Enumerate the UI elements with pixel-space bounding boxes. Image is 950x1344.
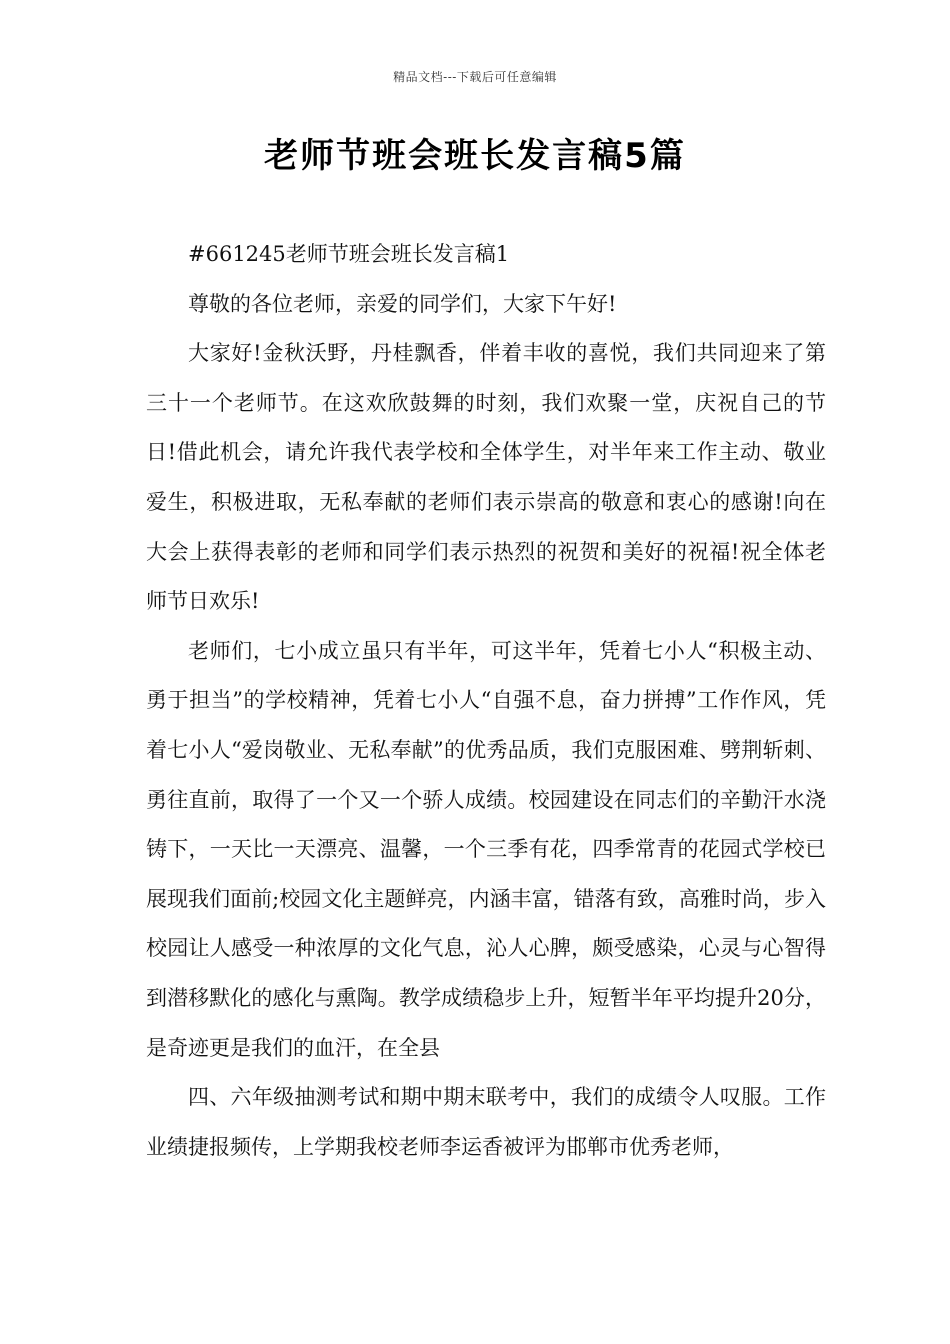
paragraph-heading: #661245老师节班会班长发言稿1 bbox=[188, 242, 510, 266]
header-note: 精品文档---下载后可任意编辑 bbox=[393, 70, 557, 84]
paragraph-greeting: 尊敬的各位老师，亲爱的同学们，大家下午好! bbox=[188, 291, 617, 316]
document-title: 老师节班会班长发言稿5篇 bbox=[264, 136, 686, 176]
paragraph: 大家好!金秋沃野，丹桂飘香，伴着丰收的喜悦，我们共同迎来了第三十一个老师节。在这欢欣鼓舞的时刻，我们欢聚一堂，庆祝自己的节日!借此机会，请允许我代表学校和全体学生，对半年来工作主动、敬业爱生，积极进取，无私奉献的老师们表示崇高的敬意和衷心的感谢!向在大会上获得表彰的老师和同学们表示热烈的祝贺和美好的祝福!祝全体老师节日欢乐! bbox=[146, 341, 826, 614]
document-body bbox=[146, 230, 826, 1172]
paragraph: 老师们，七小成立虽只有半年，可这半年，凭着七小人“积极主动、勇于担当”的学校精神，凭着七小人“自强不息，奋力拼搏”工作作风，凭着七小人“爱岗敬业、无私奉献”的优秀品质，我们克服困难、劈荆斩刺、勇往直前，取得了一个又一个骄人成绩。校园建设在同志们的辛勤汗水浇铸下，一天比一天漂亮、温馨，一个三季有花，四季常青的花园式学校已展现我们面前;校园文化主题鲜亮，内涵丰富，错落有致，高雅时尚，步入校园让人感受一种浓厚的文化气息，沁人心脾，颇受感染，心灵与心智得到潜移默化的感化与熏陶。教学成绩稳步上升，短暂半年平均提升20分，是奇迹更是我们的血汗，在全县 bbox=[146, 638, 826, 1060]
paragraph: 四、六年级抽测考试和期中期末联考中，我们的成绩令人叹服。工作业绩捷报频传，上学期我校老师李运香被评为邯郸市优秀老师， bbox=[146, 1085, 826, 1159]
